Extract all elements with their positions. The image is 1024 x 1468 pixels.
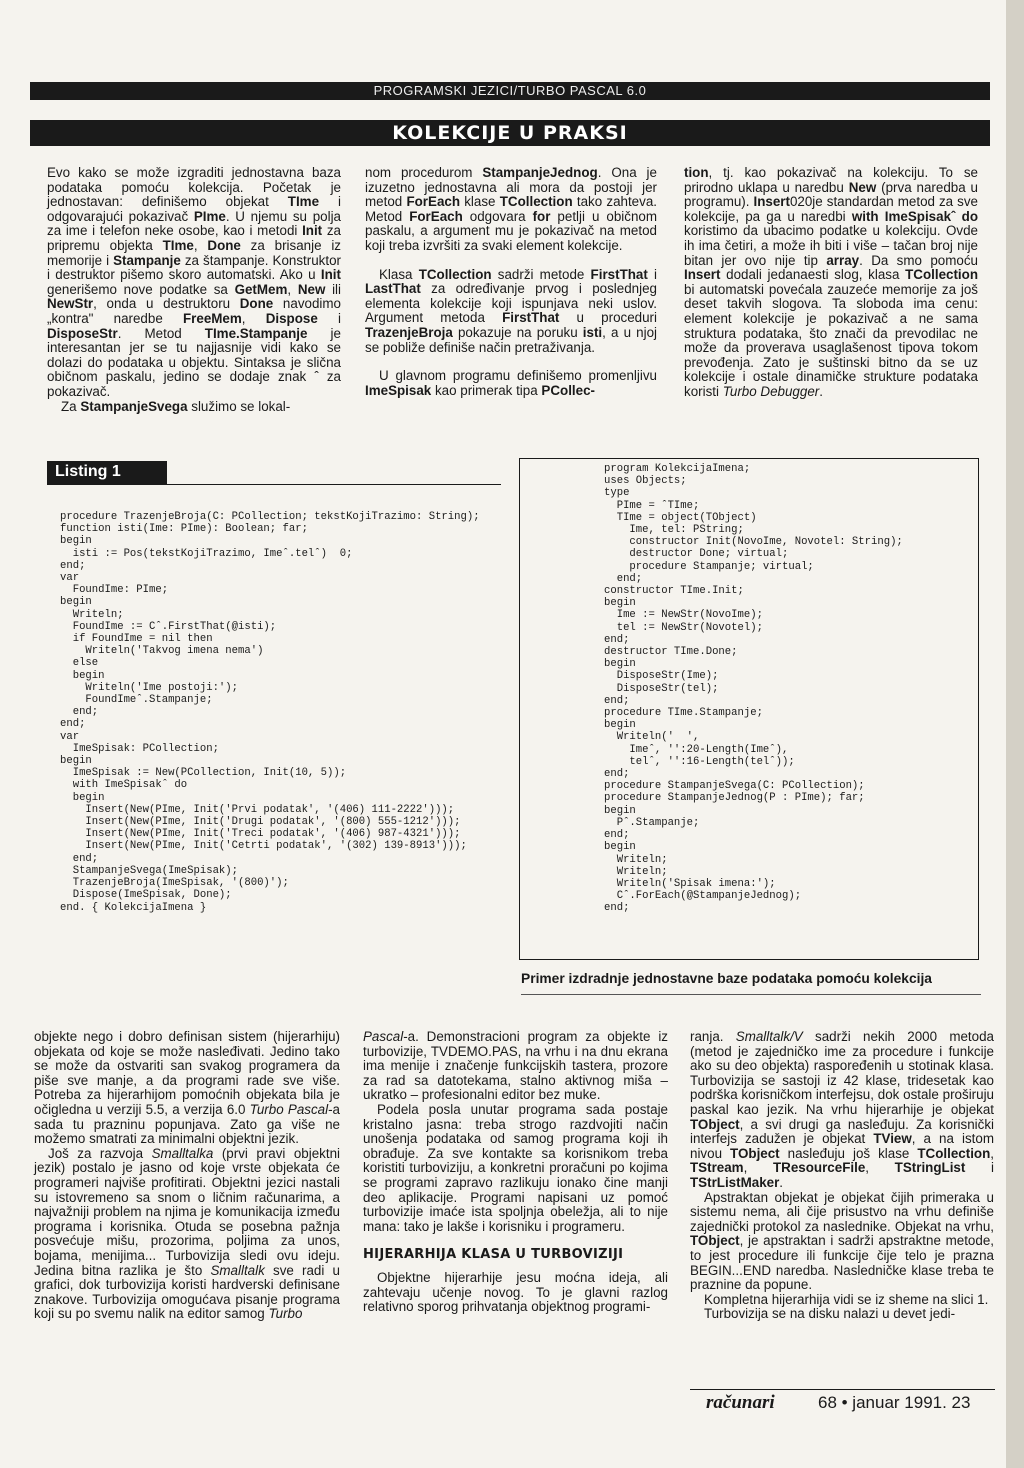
intro-column-2 bbox=[365, 166, 657, 398]
body-paragraph: Objektne hijerarhije jesu moćna ideja, ali zahtevaju učenje novog. To je glavni razlog relativno sporog prihvatanja objektnog programi- bbox=[363, 1269, 668, 1315]
intro-paragraph: U glavnom programu definišemo promenljivu ImeSpisak kao primerak tipa PCollec- bbox=[365, 368, 657, 398]
listing-label: Listing 1 bbox=[47, 461, 167, 485]
listing-caption: Primer izdradnje jednostavne baze podataka pomoću kolekcija bbox=[521, 971, 932, 986]
body-paragraph: Još za razvoja Smalltalka (prvi pravi objektni jezik) postalo je jasno od koje vrste objekata će programeri najviše profitirati. Objektni jezici nastali su istovremeno sa snom o ličnim računarima, a najvažniji problem na njima je komunikacija između programa i korisnika. Otuda se posebna pažnja posvećuje mišu, prozorima, poljima za unos, bojama, menijima... Turbovizija sledi ovu ideju. Jedina bitna razlika je što Smalltalk sve radi u grafici, dok turbovizija koristi hardverski definisane znakove. Turbovizija omogućava pisanje programa koji su po svemu nalik na editor samog Turbo bbox=[34, 1145, 341, 1322]
intro-column-1 bbox=[47, 166, 341, 414]
intro-paragraph: Evo kako se može izgraditi jednostavna baza podataka pomoću kolekcija. Početak je jednostavan: definišemo objekat TIme i odgovarajući pokazivač PIme. U njemu su polja za ime i telefon neke osobe, kao i metodi Init za pripremu objekta TIme, Done za brisanje iz memorije i Stampanje za štampanje. Konstruktor i destruktor pišemo skoro automatski. Ako u Init generišemo nove podatke sa GetMem, New ili NewStr, onda u destruktoru Done navodimo „kontra" naredbe FreeMem, Dispose i DisposeStr. Metod TIme.Stampanje je interesantan jer se tu najjasnije vidi kako se dolazi do podataka u objektu. Sintaksa je slična običnom paskalu, jedino se dodaje znak ˆ za pokazivač. bbox=[47, 165, 341, 399]
section-subheading: HIJERARHIJA KLASA U TURBOVIZIJI bbox=[363, 1247, 624, 1263]
section-header-bar bbox=[30, 82, 990, 100]
intro-paragraph: Klasa TCollection sadrži metode FirstThat i LastThat za određivanje prvog i poslednjeg elementa kolekcije koji ispunjava neki uslov. Argument metoda FirstThat u proceduri TrazenjeBroja pokazuje na poruku isti, a u njoj se pobliže definiše način pretraživanja. bbox=[365, 266, 658, 355]
body-column-2 bbox=[363, 1030, 668, 1315]
intro-paragraph: nom procedurom StampanjeJednog. Ona je izuzetno jednostavna ali mora da postoji jer metod ForEach klase TCollection tako zahteva. Metod ForEach odgovara for petlji u običnom paskalu, a argument mu je pokazivač na metod koji treba izvršiti za svaki element kolekcije. bbox=[365, 165, 658, 253]
body-paragraph: objekte nego i dobro definisan sistem (hijerarhiju) objekata od koje se može nasleđivati. Jedino tako se može da ostvariti san svakog programera da piše sve manje, a da programi rade sve više. Potreba za hijerarhijom pomoćnih objekata bila je očigledna u verziji 5.5, a verzija 6.0 Turbo Pascal-a sada tu prazninu popunjava. Zato ga više ne možemo smatrati za minimalni objektni jezik. bbox=[34, 1029, 340, 1147]
body-column-3 bbox=[690, 1030, 994, 1322]
magazine-logo: računari bbox=[706, 1392, 775, 1413]
body-column-1 bbox=[34, 1030, 340, 1322]
page-edge bbox=[1006, 0, 1024, 1468]
caption-rule bbox=[521, 994, 981, 995]
body-paragraph: Apstraktan objekat je objekat čijih primeraka u sistemu nema, ali čije prisustvo na vrhu definiše zajednički protokol za naslednike. Objekat na vrhu, TObject, je apstraktan i sadrži apstraktne metode, to jest procedure ili funkcije čije telo je prazna BEGIN...END naredba. Nasledničke klase treba te praznine da popune. bbox=[690, 1189, 994, 1293]
article-title: KOLEKCIJE U PRAKSI bbox=[392, 122, 628, 144]
code-listing-left: procedure TrazenjeBroja(C: PCollection; tekstKojiTrazimo: String); function isti(Ime: PIme): Boolean; far; begin isti := Pos(tekstKojiTrazimo, Imeˆ.telˆ) 0; end; var FoundIme: PIme; begin Writeln; FoundIme := Cˆ.FirstThat(@isti); if FoundIme = nil then Writeln('Takvog imena nema') else begin Writeln('Ime postoji:'); FoundImeˆ.Stampanje; end; end; var ImeSpisak: PCollection; begin ImeSpisak := New(PCollection, Init(10, 5)); with ImeSpisakˆ do begin Insert(New(PIme, Init('Prvi podatak', '(406) 111-2222'))); Insert(New(PIme, Init('Drugi podatak', '(800) 555-1212'))); Insert(New(PIme, Init('Treci podatak', '(406) 987-4321'))); Insert(New(PIme, Init('Cetrti podatak', '(302) 139-8913'))); end; StampanjeSvega(ImeSpisak); TrazenjeBroja(ImeSpisak, '(800)'); Dispose(ImeSpisak, Done); end. { KolekcijaImena } bbox=[60, 511, 480, 914]
article-title-bar bbox=[30, 120, 990, 146]
body-paragraph: Pascal-a. Demonstracioni program za objekte iz turbovizije, TVDEMO.PAS, na vrhu i na dnu ekrana ima menije i značenje funkcijskih tastera, prozore za rad sa datotekama, stalno aktivnog miša – ukratko – profesionalni editor bez muke. bbox=[363, 1029, 668, 1103]
issue-and-page: 68 • januar 1991. 23 bbox=[818, 1393, 971, 1412]
intro-paragraph: Za StampanjeSvega služimo se lokal- bbox=[61, 398, 291, 414]
body-paragraph: Turbovizija se na disku nalazi u devet jedi- bbox=[704, 1306, 956, 1322]
body-paragraph: ranja. Smalltalk/V sadrži nekih 2000 metoda (metod je zajedničko ime za procedure i funkcije ako su deo objekta) raspoređenih u stotinak klasa. Turbovizija se sastoji iz 42 klase, tridesetak kao podrška korisničkom interfejsu, dok ostale proširuju paskal kao jezik. Na vrhu hijerarhije je objekat TObject, a svi drugi ga nasleđuju. Za korisnički interfejs zadužen je objekat TView, a na istom nivou TObject nasleđuju još klase TCollection, TStream, TResourceFile, TStringList i TStrListMaker. bbox=[690, 1029, 995, 1190]
section-header: PROGRAMSKI JEZICI/TURBO PASCAL 6.0 bbox=[373, 83, 647, 98]
intro-column-3 bbox=[684, 166, 978, 400]
body-paragraph: Podela posla unutar programa sada postaje kristalno jasna: treba strogo razdvojiti način unošenja podataka od samog programa koji ih obrađuje. Za sve kontakte sa korisnikom treba koristiti turboviziju, a konkretni proračuni po kojima se programi zapravo razlikuju ionako čine manji deo aplikacije. Programi napisani uz pomoć turbovizije imaće ista spoljnja obeležja, ali to nije mana: tako je lakše i korisniku i programeru. bbox=[363, 1101, 668, 1234]
intro-paragraph: tion, tj. kao pokazivač na kolekciju. To se prirodno uklapa u naredbu New (prva naredba u programu). Insert020je standardan metod za sve kolekcije, pa ga u naredbi with ImeSpisakˆ do koristimo da ubacimo podatke u kolekciju. Ovde ih ima četiri, a može ih biti i više – tačan broj nije bitan jer ovo nije tip array. Da smo pomoću Insert dodali jedanaesti slog, klasa TCollection bi automatski povećala zauzeće memorije za još deset takvih slogova. Ta sloboda ima cenu: element kolekcije je pokazivač a ne sama struktura podataka, što znači da prevodilac ne može da proverava usaglašenost tipova tokom prevođenja. Zato je suštinski bitno da se uz kolekcije i ostale dinamičke strukture podataka koristi Turbo Debugger. bbox=[684, 165, 979, 399]
code-listing-right: program KolekcijaImena; uses Objects; type PIme = ˆTIme; TIme = object(TObject) Ime, tel: PString; constructor Init(NovoIme, Novotel: String); destructor Done; virtual; procedure Stampanje; virtual; end; constructor TIme.Init; begin Ime := NewStr(NovoIme); tel := NewStr(Novotel); end; destructor TIme.Done; begin DisposeStr(Ime); DisposeStr(tel); end; procedure TIme.Stampanje; begin Writeln(' ', Imeˆ, '':20-Length(Imeˆ), telˆ, '':16-Length(telˆ)); end; procedure StampanjeSvega(C: PCollection); procedure StampanjeJednog(P : PIme); far; begin Pˆ.Stampanje; end; begin Writeln; Writeln; Writeln('Spisak imena:'); Cˆ.ForEach(@StampanjeJednog); end; bbox=[604, 463, 903, 915]
page-footer bbox=[690, 1389, 995, 1414]
listing-rule bbox=[47, 484, 501, 485]
body-paragraph: Kompletna hijerarhija vidi se iz sheme na slici 1. bbox=[704, 1291, 989, 1307]
